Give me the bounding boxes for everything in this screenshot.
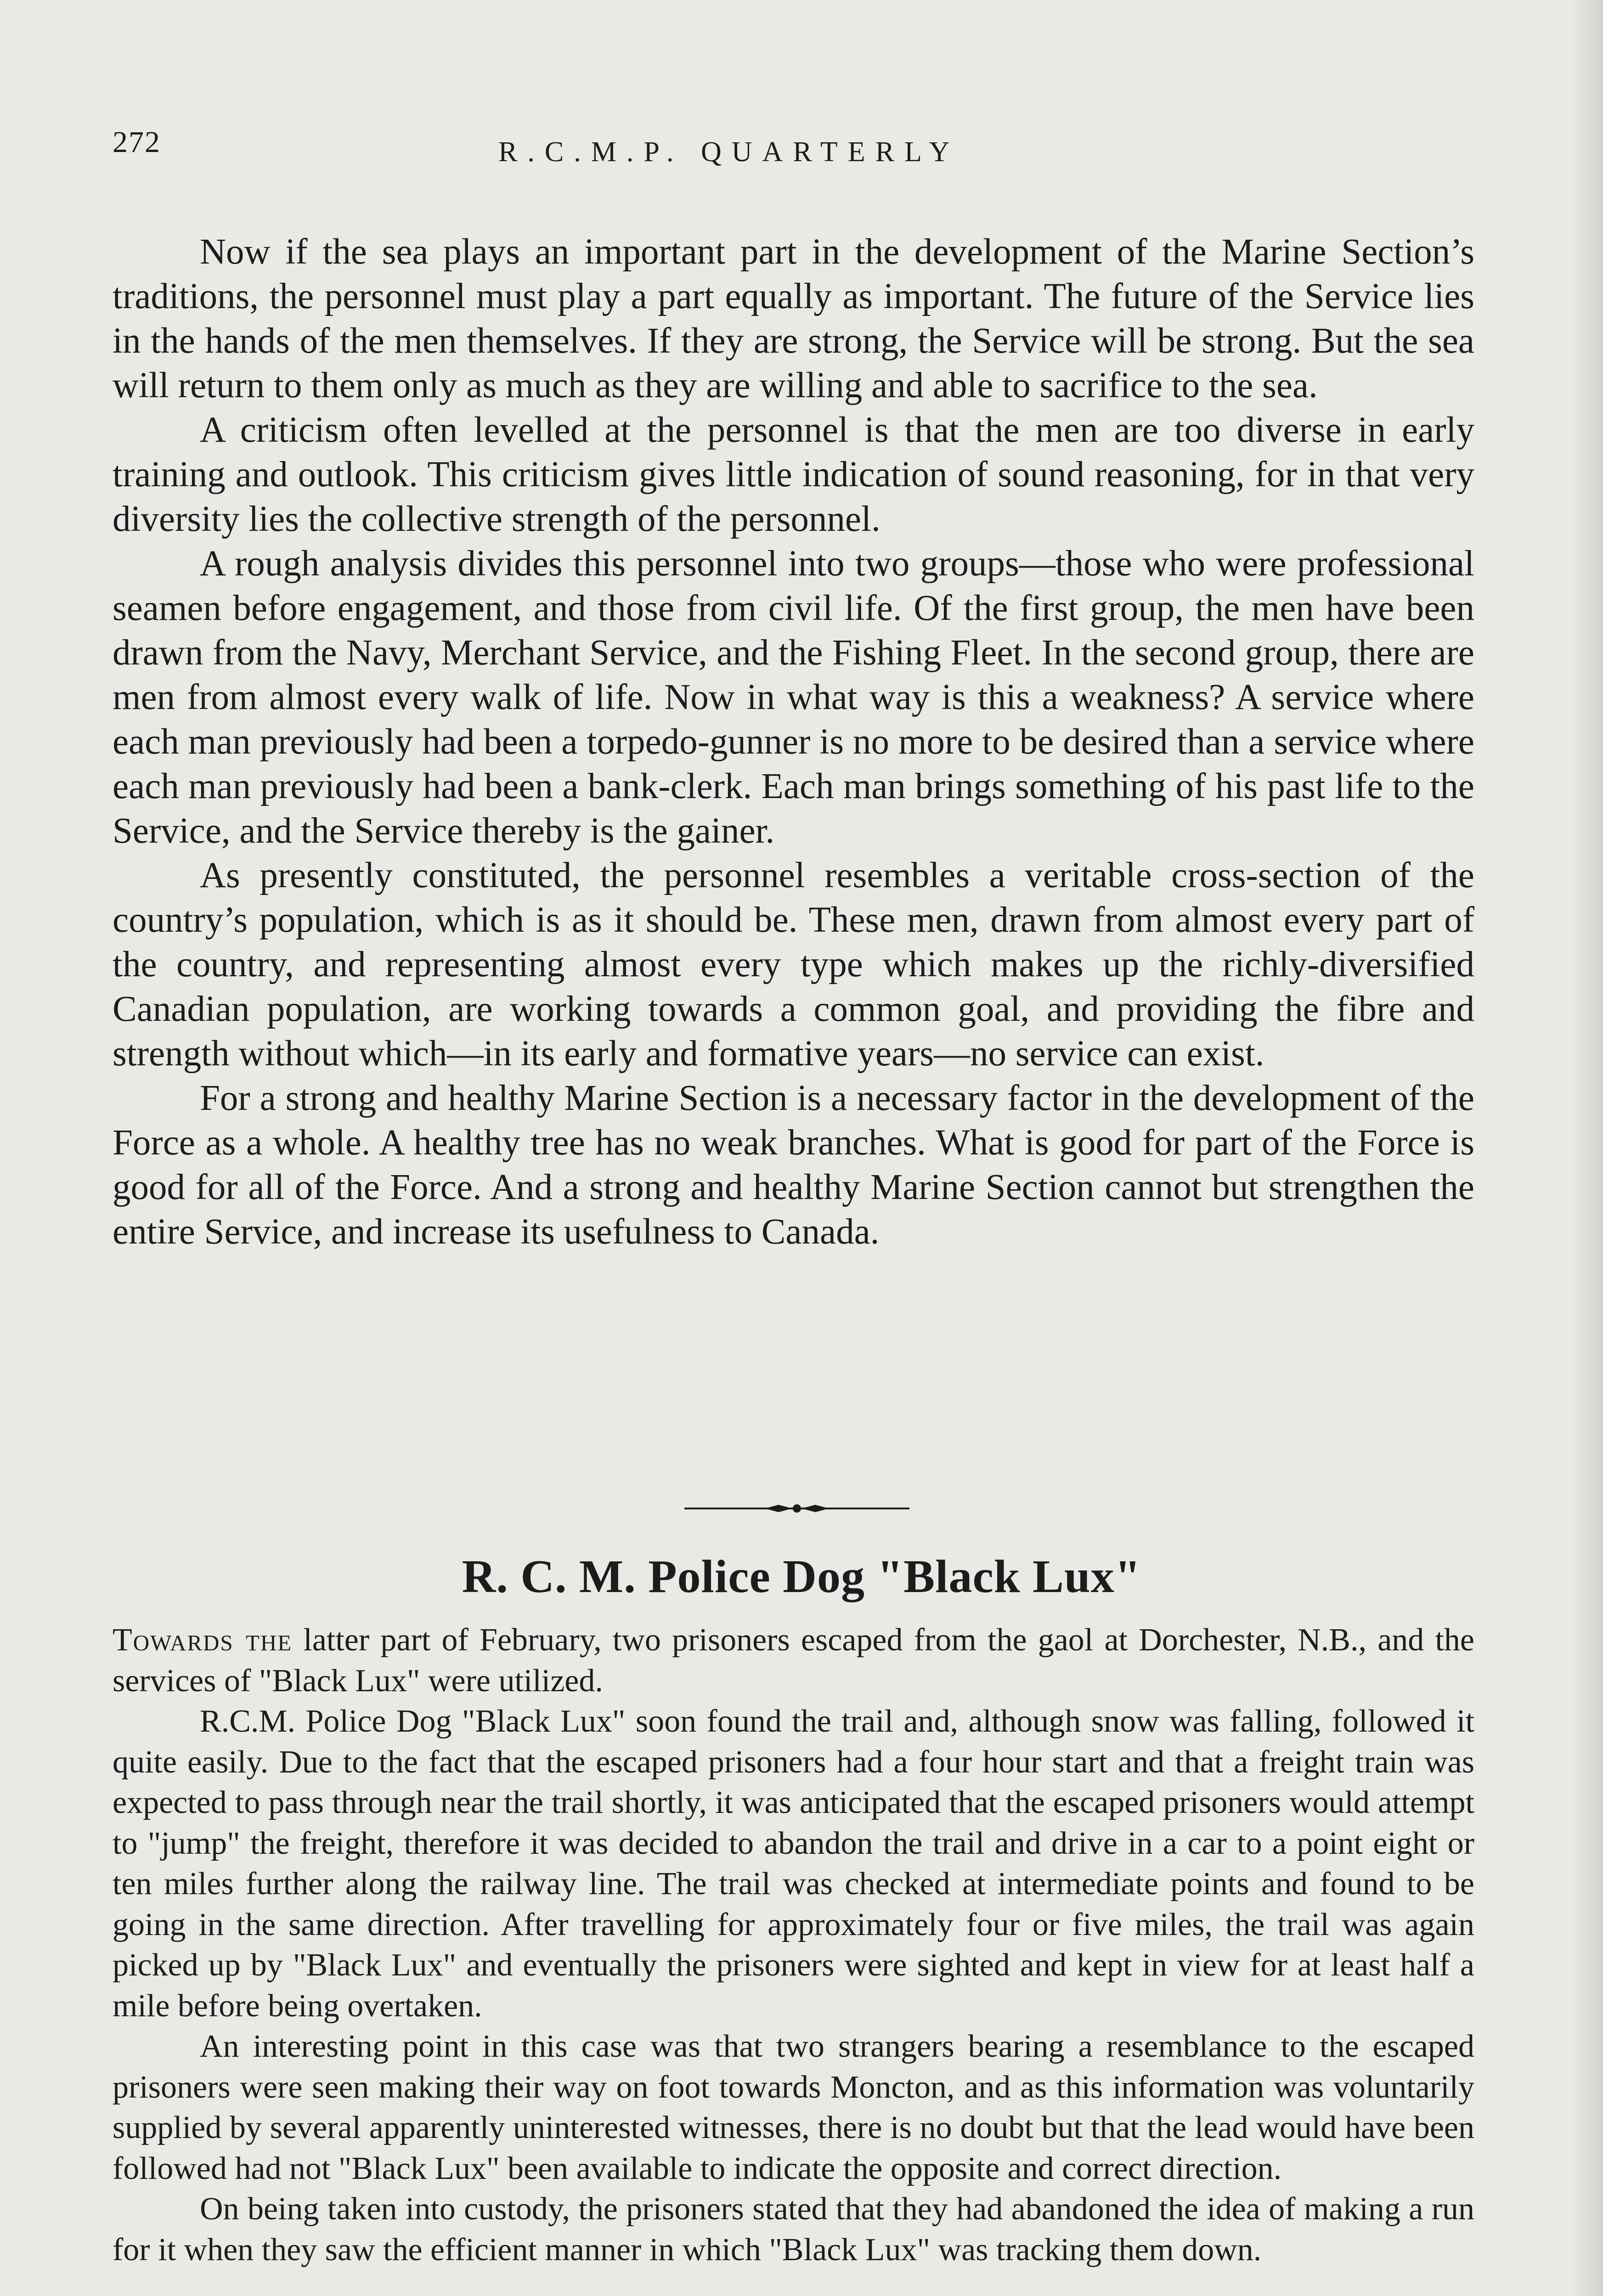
article-black-lux-body <box>113 1620 1474 2270</box>
lead-paragraph <box>113 1620 1474 1701</box>
page-edge-shadow <box>1571 0 1603 2296</box>
running-head: R.C.M.P. QUARTERLY <box>498 136 960 168</box>
paragraph: Now if the sea plays an important part in the development of the Marine Section’s traditions, the personnel must play a part equally as important. The future of the Service lies in the hands of the men themselves. If they are strong, the Service will be strong. But the sea will return to them only as much as they are willing and able to sacrifice to the sea. <box>113 232 1474 405</box>
paragraph: A criticism often levelled at the personnel is that the men are too diverse in early training and outlook. This criticism gives little indication of sound reasoning, for in that very diversity lies the collective strength of the personnel. <box>113 410 1474 539</box>
paragraph: As presently constituted, the personnel resembles a veritable cross-section of the country’s population, which is as it should be. These men, drawn from almost every part of the country, and representing almost every type which makes up the richly-diversified Canadian population, are working towards a common goal, and providing the fibre and strength without which—in its early and formative years—no service can exist. <box>113 855 1474 1074</box>
section-divider-ornament <box>684 1499 909 1518</box>
lead-paragraph-text: latter part of February, two prisoners escaped from the gaol at Dorchester, N.B., and the services of "Black Lux" were utilized. <box>113 1622 1475 1699</box>
page-number: 272 <box>113 125 161 159</box>
paragraph: R.C.M. Police Dog "Black Lux" soon found the trail and, although snow was falling, followed it quite easily. Due to the fact that the escaped prisoners had a four hour start and that a freight train was expected to pass through near the trail shortly, it was anticipated that the escaped prisoners would attempt to "jump" the freight, therefore it was decided to abandon the trail and drive in a car to a point eight or ten miles further along the railway line. The trail was checked at intermediate points and found to be going in the same direction. After travelling for approximately four or five miles, the trail was again picked up by "Black Lux" and eventually the prisoners were sighted and kept in view for at least half a mile before being overtaken. <box>113 1704 1474 2024</box>
article-marine-section-body <box>113 230 1474 1254</box>
article-title: R. C. M. Police Dog "Black Lux" <box>462 1551 1141 1603</box>
paragraph: A rough analysis divides this personnel into two groups—those who were professional seamen before engagement, and those from civil life. Of the first group, the men have been drawn from the Navy, Merchant Service, and the Fishing Fleet. In the second group, there are men from almost every walk of life. Now in what way is this a weakness? A service where each man previously had been a torpedo-gunner is no more to be desired than a service where each man previously had been a bank-clerk. Each man brings something of his past life to the Service, and the Service thereby is the gainer. <box>113 544 1474 851</box>
paragraph: For a strong and healthy Marine Section is a necessary factor in the development of the Force as a whole. A healthy tree has no weak branches. What is good for part of the Force is good for all of the Force. And a strong and healthy Marine Section cannot but strengthen the entire Service, and increase its usefulness to Canada. <box>113 1078 1474 1252</box>
paragraph: An interesting point in this case was that two strangers bearing a resemblance to the escaped prisoners were seen making their way on foot towards Moncton, and as this information was voluntarily supplied by several apparently uninterested witnesses, there is no doubt but that the lead would have been followed had not "Black Lux" been available to indicate the opposite and correct direction. <box>113 2029 1474 2186</box>
lead-words: Towards the <box>113 1622 293 1658</box>
paragraph: On being taken into custody, the prisoners stated that they had abandoned the idea of making a run for it when they saw the efficient manner in which "Black Lux" was tracking them down. <box>113 2191 1474 2268</box>
